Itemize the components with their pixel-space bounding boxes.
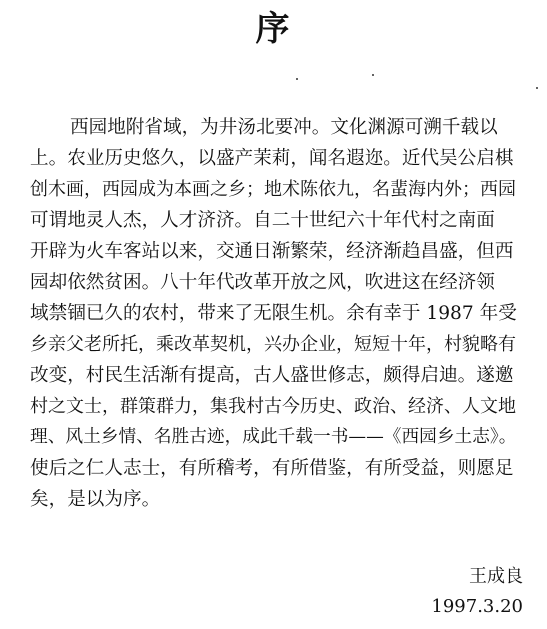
signature-date: 1997.3.20 xyxy=(431,596,523,617)
scan-speck xyxy=(372,74,374,76)
scan-speck xyxy=(536,87,538,89)
text-line: 乡亲父老所托，乘改革契机，兴办企业，短短十年，村貌略有 xyxy=(30,334,516,355)
text-line: 园却依然贫困。八十年代改革开放之风，吹进这在经济领 xyxy=(30,272,495,293)
text-line: 改变，村民生活渐有提高，古人盛世修志，颇得启迪。遂邀 xyxy=(30,365,514,386)
text-line: 创木画，西园成为本画之乡；地术陈依九，名蜚海内外；西园 xyxy=(30,179,516,200)
text-line: 理、风土乡情、名胜古迹，成此千载一书——《西园乡土志》。 xyxy=(30,427,517,447)
text-line: 村之文士，群策群力，集我村古今历史、政治、经济、人文地 xyxy=(30,396,516,417)
text-line: 使后之仁人志士，有所稽考，有所借鉴，有所受益，则愿足 xyxy=(30,458,514,479)
text-line: 矣，是以为序。 xyxy=(30,489,161,510)
page-title: 序 xyxy=(255,9,292,49)
scan-speck xyxy=(296,78,298,80)
text-line: 上。农业历史悠久，以盛产茉莉，闻名遐迩。近代吴公启棋 xyxy=(30,148,514,169)
text-line: 开辟为火车客站以来，交通日渐繁荣，经济渐趋昌盛，但西 xyxy=(30,241,514,262)
preface-body xyxy=(30,112,522,515)
signature-block xyxy=(431,562,523,622)
text-line: 域禁锢已久的农村，带来了无限生机。余有幸于 1987 年受 xyxy=(30,303,517,324)
text-line: 可谓地灵人杰，人才济济。自二十世纪六十年代村之南面 xyxy=(30,210,495,231)
author-name: 王成良 xyxy=(469,566,523,587)
text-line: 西园地附省域，为井汤北要冲。文化渊源可溯千载以 xyxy=(70,117,498,138)
